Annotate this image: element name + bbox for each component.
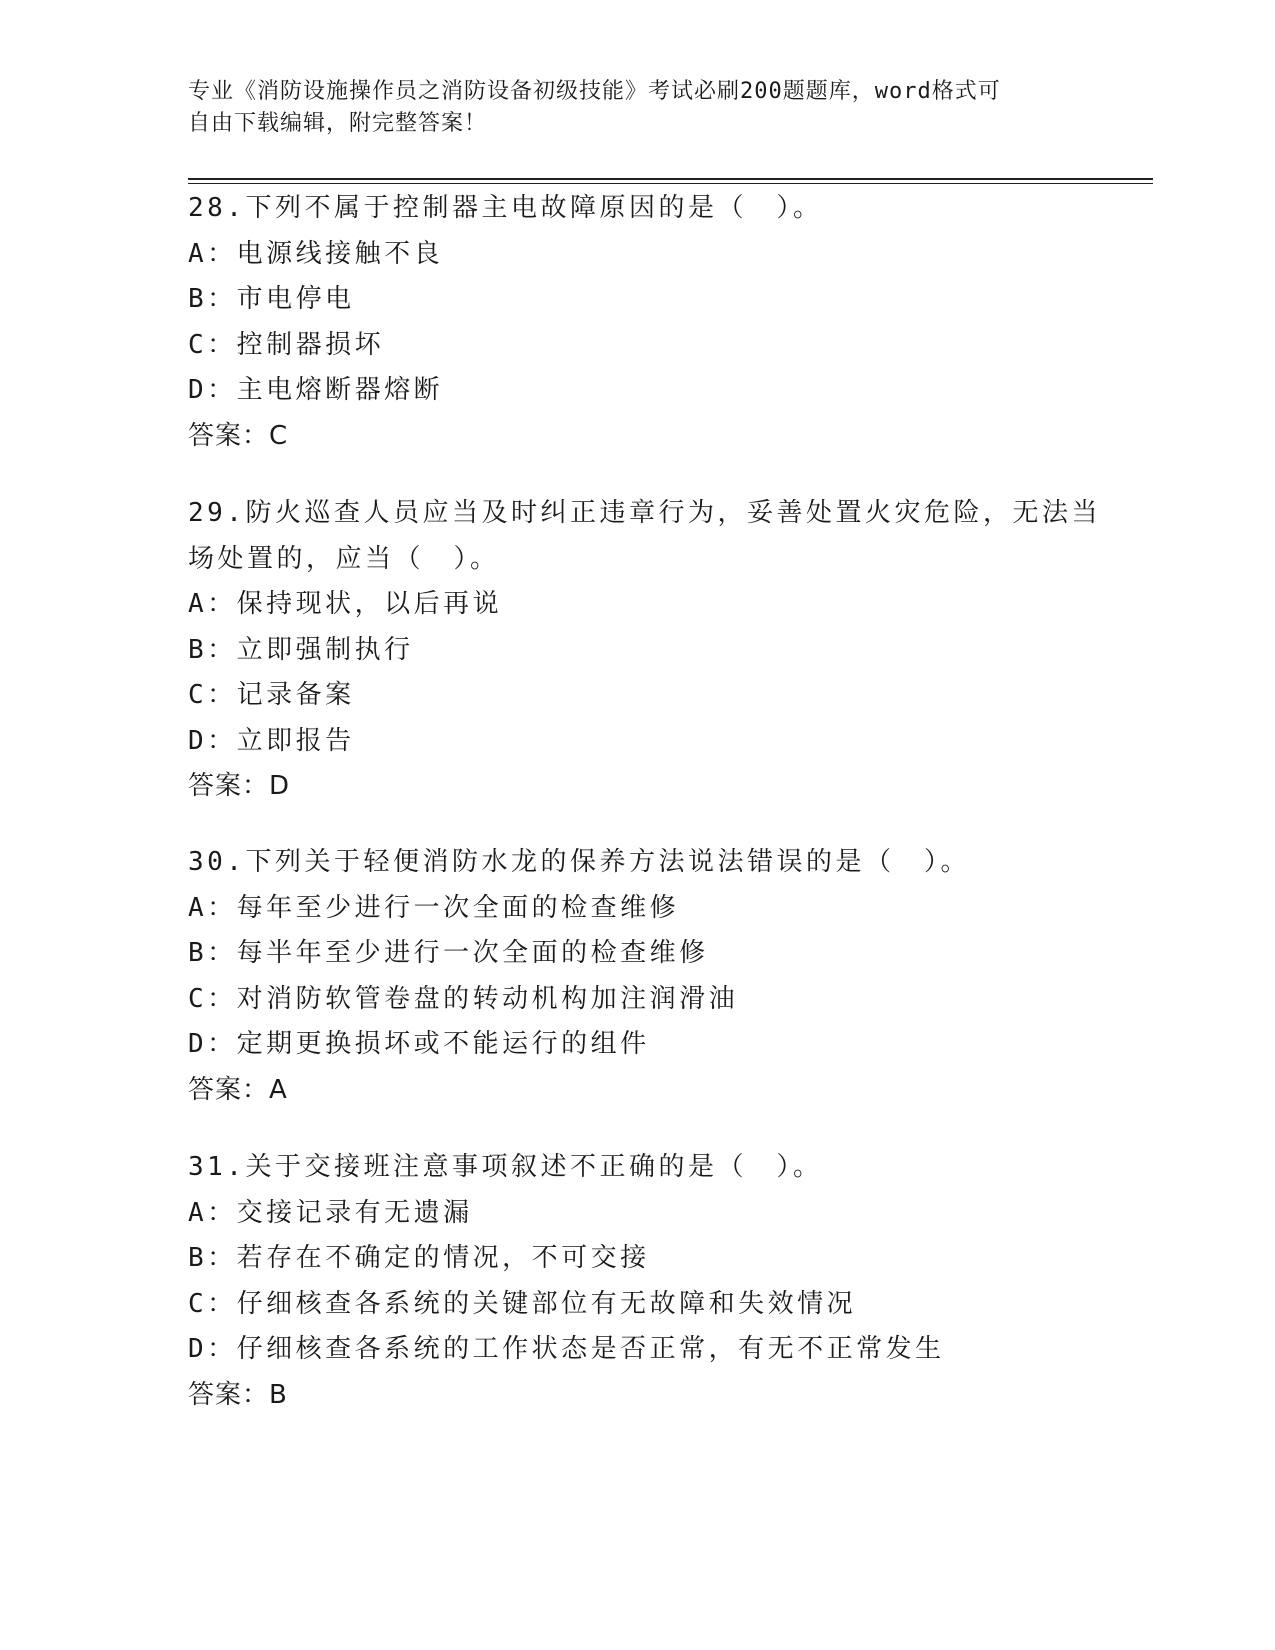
answer-line xyxy=(188,1068,1153,1114)
answer-value: A xyxy=(269,1074,288,1105)
answer-value: D xyxy=(269,771,291,801)
question-stem: 30.下列关于轻便消防水龙的保养方法说法错误的是（ ）。 xyxy=(188,847,970,877)
answer-label: 答案： xyxy=(188,420,270,451)
option-c: C：记录备案 xyxy=(188,680,355,710)
answer-line xyxy=(188,1373,1153,1419)
option-b: B：市电停电 xyxy=(188,284,355,314)
question-31 xyxy=(188,1145,1153,1418)
answer-value: B xyxy=(269,1379,288,1410)
option-c: C：仔细核查各系统的关键部位有无故障和失效情况 xyxy=(188,1288,857,1319)
option-a: A：保持现状，以后再说 xyxy=(188,589,503,619)
option-c: C：对消防软管卷盘的转动机构加注润滑油 xyxy=(188,983,739,1014)
option-a: A：交接记录有无遗漏 xyxy=(188,1197,473,1228)
option-d: D：主电熔断器熔断 xyxy=(188,375,444,405)
question-30 xyxy=(188,840,1153,1113)
answer-label: 答案： xyxy=(188,771,270,801)
option-a: A：电源线接触不良 xyxy=(188,238,444,269)
question-29 xyxy=(188,491,1153,810)
header-line-2: 自由下载编辑，附完整答案！ xyxy=(188,111,488,136)
option-b: B：若存在不确定的情况，不可交接 xyxy=(188,1243,650,1273)
question-stem: 31.关于交接班注意事项叙述不正确的是（ ）。 xyxy=(188,1152,823,1182)
answer-line xyxy=(188,414,1153,460)
answer-label: 答案： xyxy=(188,1074,270,1105)
answer-line xyxy=(188,764,1153,810)
question-stem-line-1: 29.防火巡查人员应当及时纠正违章行为，妥善处置火灾危险，无法当 xyxy=(188,498,1101,528)
option-a: A：每年至少进行一次全面的检查维修 xyxy=(188,892,680,923)
header-line-1: 专业《消防设施操作员之消防设备初级技能》考试必刷200题题库，word格式可 xyxy=(188,79,1001,104)
question-stem: 28.下列不属于控制器主电故障原因的是（ ）。 xyxy=(188,193,823,223)
answer-value: C xyxy=(269,420,289,451)
answer-label: 答案： xyxy=(188,1379,270,1410)
option-d: D：立即报告 xyxy=(188,725,355,756)
question-stem-line-2: 场处置的，应当（ ）。 xyxy=(188,543,500,574)
option-c: C：控制器损坏 xyxy=(188,329,385,360)
option-d: D：仔细核查各系统的工作状态是否正常，有无不正常发生 xyxy=(188,1334,945,1364)
option-d: D：定期更换损坏或不能运行的组件 xyxy=(188,1029,650,1059)
header-divider-thick xyxy=(188,178,1153,180)
option-b: B：立即强制执行 xyxy=(188,634,414,665)
header-divider-thin xyxy=(188,183,1153,184)
option-b: B：每半年至少进行一次全面的检查维修 xyxy=(188,938,709,968)
question-28 xyxy=(188,186,1153,459)
document-header xyxy=(188,76,1088,140)
